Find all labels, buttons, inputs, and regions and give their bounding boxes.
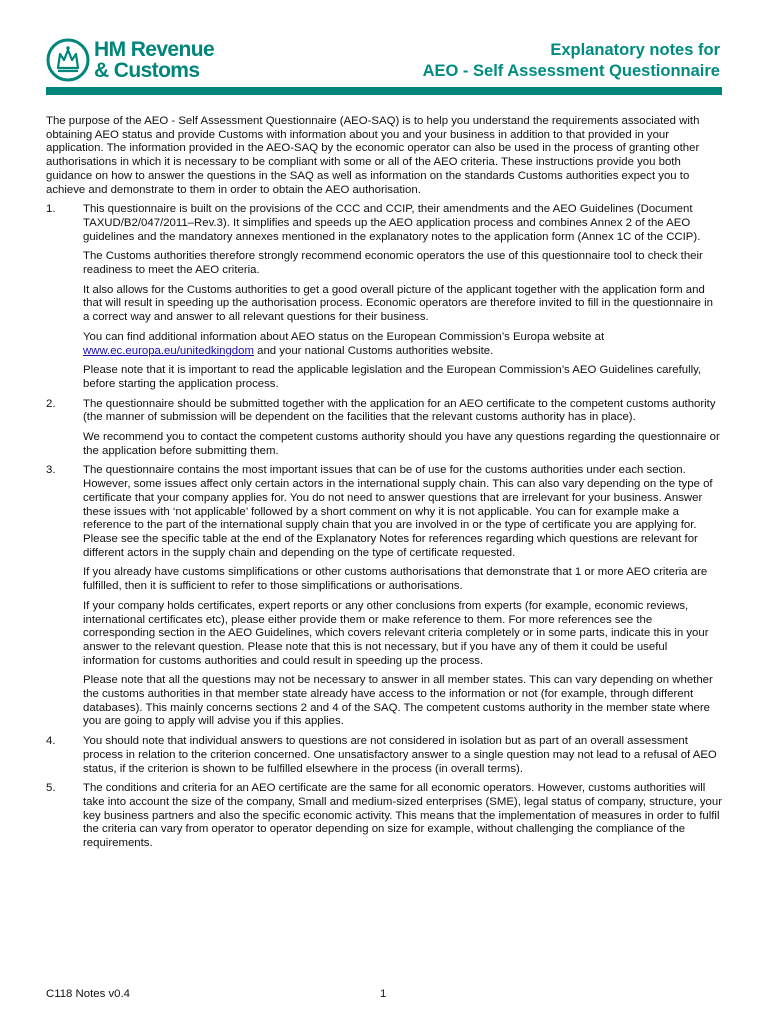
paragraph: The Customs authorities therefore strongly recommend economic operators the use of this questionnaire tool to check their readiness to meet the AEO criteria. bbox=[83, 250, 703, 277]
brand-line-2: & Customs bbox=[94, 59, 200, 82]
list-item-5 bbox=[46, 782, 722, 851]
item-number: 5. bbox=[46, 782, 56, 795]
paragraph: If you already have customs simplifications or other customs authorisations that demonstrate that 1 or more AEO criteria are fulfilled, then it is sufficient to refer to those simplifications or authorisations. bbox=[83, 566, 708, 593]
list-item-4 bbox=[46, 735, 722, 776]
paragraph: We recommend you to contact the competent customs authority should you have any questions regarding the questionnaire or the application before submitting them. bbox=[83, 431, 720, 457]
paragraph-with-link: You can find additional information about AEO status on the European Commission’s Europa website at www.ec.europa.eu/unitedkingdom and your national Customs authorities website. bbox=[83, 330, 605, 357]
paragraph: It also allows for the Customs authorities to get a good overall picture of the applicant together with the application form and that will result in speeding up the authorisation process. Economic operators are therefore invited to fill in the questionnaire in a correct way and answer to all relevant questions for their business. bbox=[83, 283, 714, 324]
title-line-1: Explanatory notes for bbox=[550, 41, 720, 59]
document-title bbox=[423, 40, 720, 82]
item-number: 2. bbox=[46, 397, 56, 410]
brand-line-1: HM Revenue bbox=[94, 38, 215, 61]
europa-link[interactable]: www.ec.europa.eu/unitedkingdom bbox=[83, 344, 254, 357]
paragraph: Please note that all the questions may not be necessary to answer in all member states. This can vary depending on whether the customs authorities in that member state already have access to the information or not (for example, through different databases). This mainly concerns sections 2 and 4 of the SAQ. The competent customs authority in the member state where you are going to apply will advise you if this applies. bbox=[83, 674, 713, 728]
item-number: 4. bbox=[46, 735, 56, 748]
page-number: 1 bbox=[380, 988, 387, 1000]
paragraph: This questionnaire is built on the provisions of the CCC and CCIP, their amendments and the AEO Guidelines (Document TAXUD/B2/047/2011–Rev.3). It simplifies and speeds up the AEO application process and combines Annex 2 of the AEO guidelines and the mandatory annexes mentioned in the explanatory notes to the application form (Annex 1C of the CCIP). bbox=[83, 203, 701, 243]
royal-crest-icon bbox=[46, 38, 90, 82]
paragraph: If your company holds certificates, expert reports or any other conclusions from experts (for example, economic reviews, international certificates etc), please either provide them or make reference to them. For more references see the corresponding section in the AEO Guidelines, which covers relevant criteria completely or in some parts, indicate this in your answer to the relevant question. Please note that this is not necessary, but if you have any of them it could be useful information for customs authorities and could result in speeding up the process. bbox=[83, 599, 709, 667]
paragraph: The questionnaire contains the most important issues that can be of use for the customs authorities under each section. However, some issues affect only certain actors in the international supply chain. This can also vary depending on the type of certificate that your company applies for. You do not need to answer questions that are irrelevant for your business. Answer these issues with ‘not applicable’ followed by a short comment on why it is not applicable. You can for example make a reference to the part of the international supply chain that you are involved in or the type of certificate you are applying for. Please see the specific table at the end of the Explanatory Notes for references regarding which questions are relevant for different actors in the supply chain and depending on the type of certificate requested. bbox=[83, 464, 713, 559]
list-item-1 bbox=[46, 203, 722, 391]
paragraph: The questionnaire should be submitted together with the application for an AEO certificate to the competent customs authority (the manner of submission will be dependent on the facilities that the relevant customs authority has in place). bbox=[83, 397, 716, 424]
paragraph: Please note that it is important to read the applicable legislation and the European Commission’s AEO Guidelines carefully, before starting the application process. bbox=[83, 364, 702, 390]
paragraph: The conditions and criteria for an AEO certificate are the same for all economic operators. However, customs authorities will take into account the size of the company, Small and medium-sized enterprises (SME), legal status of company, structure, your key business partners and also the specific economic activity. This means that the implementation of measures in order to fulfil the criteria can vary from operator to operator depending on size for example, without challenging the compliance of the requirements. bbox=[83, 782, 723, 850]
title-line-2: AEO - Self Assessment Questionnaire bbox=[422, 62, 720, 80]
paragraph: You should note that individual answers to questions are not considered in isolation but as part of an overall assessment process in relation to the criterion concerned. One unsatisfactory answer to a single question may not lead to a refusal of AEO status, if the criterion is shown to be fulfilled elsewhere in the process (in overall terms). bbox=[83, 735, 717, 775]
header-divider bbox=[46, 87, 722, 95]
document-reference: C118 Notes v0.4 bbox=[46, 988, 130, 1000]
item-number: 1. bbox=[46, 203, 56, 216]
hmrc-logo bbox=[46, 38, 214, 82]
intro-paragraph: The purpose of the AEO - Self Assessment Questionnaire (AEO-SAQ) is to help you understand the requirements associated with obtaining AEO status and provide Customs with information about you and your business in addition to that provided in your application. The information provided in the AEO-SAQ by the economic operator can also be used in the process of granting other authorisations in which it is necessary to be compliant with some or all of the AEO criteria. These instructions provide you both guidance on how to answer the questions in the SAQ as well as information on the standards Customs authorities expect you to achieve and demonstrate to them in order to obtain the AEO authorisation. bbox=[46, 115, 700, 196]
item-number: 3. bbox=[46, 464, 56, 477]
brand-name bbox=[94, 39, 214, 81]
list-item-3 bbox=[46, 464, 722, 729]
list-item-2 bbox=[46, 398, 722, 459]
document-body bbox=[46, 115, 722, 857]
